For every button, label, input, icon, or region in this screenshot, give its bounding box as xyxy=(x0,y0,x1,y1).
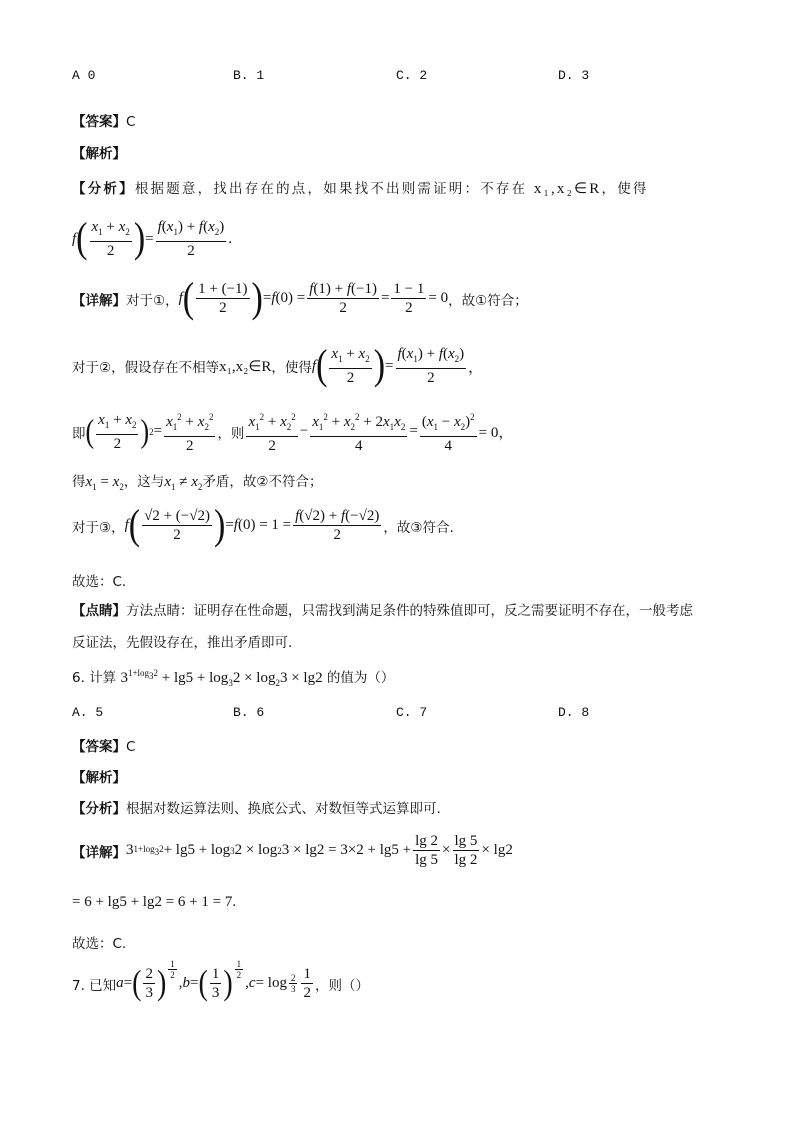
detail2-formula: f ( $\frac{x_1 + x_2}{2}$ ) = $\frac{f(x_1) + f(x_2)}{2}$ ， xyxy=(311,342,484,389)
detail4-pre: 得 xyxy=(72,474,86,490)
q6-analysis-tag: 【解析】 xyxy=(72,770,126,786)
detail2-vars: x₁,x₂∈R xyxy=(219,358,272,375)
detail1-formula: f ( $\frac{1 + (-1)}{2}$ ) = f (0) = $\frac{f(1) + f(-1)}{2}$ = $\frac{1 - 1}{2}$ = 0 xyxy=(178,274,449,321)
q5-detail5 xyxy=(72,501,454,548)
q5-detail3 xyxy=(72,408,513,455)
q5-fenxi-line xyxy=(72,177,649,198)
tip-text1: 方法点睛：证明存在性命题，只需找到满足条件的特殊值即可，反之需要证明不存在，一般考虑 xyxy=(126,603,693,619)
q6-stem-post: 的值为（） xyxy=(326,670,395,686)
detail2-pre: 对于②，假设存在不相等 xyxy=(72,360,220,376)
q7-stem xyxy=(72,959,369,1003)
fenxi-tag: 【分析】 xyxy=(72,181,135,197)
detail3-formula-b: $\frac{x_1^2 + x_2^2}{2}$ − $\frac{x_1^2 + x_2^2 + 2x_1x_2}{4}$ = $\frac{(x_1 - x_2)^2}{4}$ = 0， xyxy=(244,408,513,455)
detail-tag: 【详解】 xyxy=(72,292,126,309)
detail3-pre: 即 xyxy=(72,425,86,442)
q6-answer-line xyxy=(72,735,135,755)
q5-detail4: 得$x_1 = x_2$，这与$x_1 \ne x_2$矛盾，故②不符合； xyxy=(72,474,323,492)
q6-expression: $3^{1+log_32} + \lg 5 + \log_32 \times \log_23 \times \lg 2$ xyxy=(120,668,323,688)
tip-tag: 【点睛】 xyxy=(72,603,126,619)
answer-tag: 【答案】 xyxy=(72,114,126,130)
q5-option-a: A 0 xyxy=(72,68,96,83)
q5-option-d: D. 3 xyxy=(558,68,590,83)
q5-detail1 xyxy=(72,274,528,321)
q5-tip-line2: 反证法，先假设存在，推出矛盾即可. xyxy=(72,635,293,651)
fenxi-text: 根据题意，找出存在的点，如果找不出则需证明：不存在 xyxy=(134,181,528,197)
fenxi-end: ，使得 xyxy=(601,181,649,197)
fenxi-vars: x₁,x₂∈R xyxy=(533,181,602,197)
q7-expression: a = ( $\frac{2}{3}$ ) $^{\frac{1}{2}}$ , b = ( $\frac{1}{3}$ ) $^{\frac{1}{2}}$ , c = log $\frac{2}{3}$ $\frac{1}{2}$ xyxy=(116,959,311,1003)
q5-option-c: C. 2 xyxy=(396,68,428,83)
q6-fenxi-text: 根据对数运算法则、换底公式、对数恒等式运算即可. xyxy=(126,801,441,817)
detail1-post: ，故①符合； xyxy=(448,292,528,309)
q6-option-c: C. 7 xyxy=(396,705,428,720)
q6-detail-tag: 【详解】 xyxy=(72,844,126,861)
answer-value: C xyxy=(126,114,136,130)
q6-detail1-formula: 3 $1+\log_32$ + lg5 + log 3 2 × log 2 3 × lg2 = 3×2 + lg5 + $\frac{\lg 2}{\lg 5}$ × $\frac{\lg 5}{\lg 2}$ × lg2 xyxy=(126,833,513,868)
q6-stem-pre: 6. 计算 xyxy=(72,670,117,686)
q6-option-d: D. 8 xyxy=(558,705,590,720)
q5-analysis-tag: 【解析】 xyxy=(72,146,126,162)
q5-answer-line xyxy=(72,110,135,130)
detail4-post: 矛盾，故②不符合； xyxy=(202,474,323,490)
q5-tip-line1 xyxy=(72,599,693,619)
q6-option-b: B. 6 xyxy=(233,705,265,720)
q5-detail2 xyxy=(72,342,484,389)
detail4-mid: ，这与 xyxy=(123,474,165,490)
q7-stem-post: ，则（） xyxy=(314,977,369,994)
q5-choose: 故选：C. xyxy=(72,574,127,590)
q7-stem-pre: 7. 已知 xyxy=(72,977,117,994)
q5-fenxi-formula: f ( $\frac{x_1 + x_2}{2}$ ) = $\frac{f(x_1) + f(x_2)}{2}$ . xyxy=(72,215,233,262)
q6-answer-tag: 【答案】 xyxy=(72,739,126,755)
q5-option-b: B. 1 xyxy=(233,68,265,83)
q6-fenxi-tag: 【分析】 xyxy=(72,801,126,817)
detail5-pre: 对于③， xyxy=(72,519,125,536)
q6-fenxi-line xyxy=(72,797,441,817)
detail5-formula: f ( $\frac{√2 + (-√2)}{2}$ ) = f (0) = 1 = $\frac{f(√2) + f(-√2)}{2}$ xyxy=(124,501,380,548)
q6-choose: 故选：C. xyxy=(72,936,127,952)
detail3-mid: ，则 xyxy=(217,425,245,442)
q6-detail1 xyxy=(72,832,513,869)
q6-detail2-text: = 6 + lg5 + lg2 = 6 + 1 = 7 xyxy=(72,894,233,910)
detail3-formula-a: ( $\frac{x_1 + x_2}{2}$ ) 2 = $\frac{x_1^2 + x_2^2}{2}$ xyxy=(86,408,218,455)
q6-stem xyxy=(72,666,394,688)
q6-answer-value: C xyxy=(126,739,136,755)
detail5-post: ，故③符合. xyxy=(383,519,454,536)
detail2-mid: ，使得 xyxy=(271,360,312,376)
q6-detail2: = 6 + lg5 + lg2 = 6 + 1 = 7. xyxy=(72,894,237,910)
detail1-pre: 对于①， xyxy=(126,292,179,309)
q6-option-a: A. 5 xyxy=(72,705,104,720)
